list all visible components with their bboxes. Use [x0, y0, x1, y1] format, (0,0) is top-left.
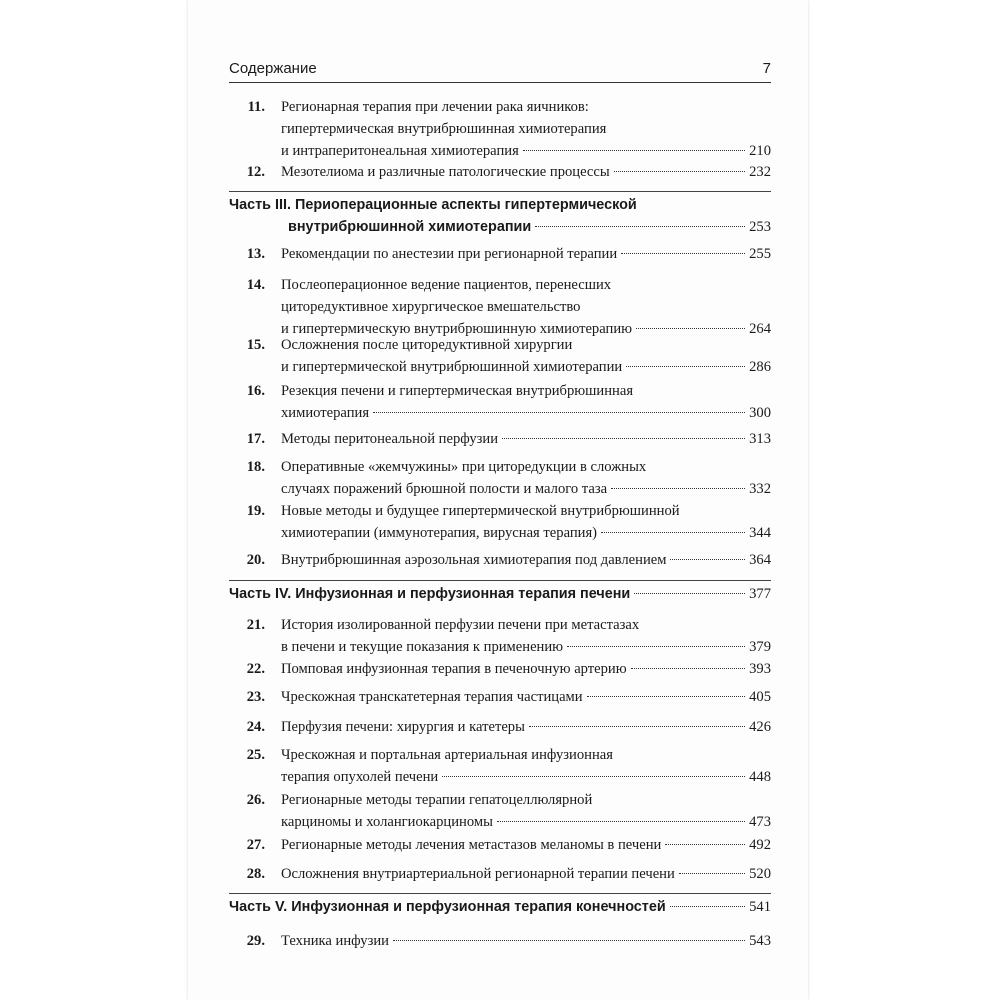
dot-leader	[626, 366, 745, 367]
dot-leader	[567, 646, 745, 647]
entry-page-number: 253	[749, 219, 771, 235]
chapter-number: 12.	[246, 164, 265, 180]
entry-page-number: 448	[749, 769, 771, 785]
chapter-number: 14.	[246, 277, 265, 293]
entry-title-line: карциномы и холангиокарциномы	[281, 814, 493, 830]
dot-leader	[611, 488, 745, 489]
entry-page-number: 473	[749, 814, 771, 830]
entry-page-number: 264	[749, 321, 771, 337]
dot-leader	[587, 696, 746, 697]
entry-title-line: Осложнения после циторедуктивной хирургии	[281, 337, 573, 353]
chapter-number: 26.	[246, 792, 265, 808]
chapter-number: 25.	[246, 747, 265, 763]
chapter-number: 22.	[246, 661, 265, 677]
chapter-number: 29.	[246, 933, 265, 949]
header-title: Содержание	[229, 60, 317, 77]
entry-title-line: Регионарные методы лечения метастазов меланомы в печени	[281, 837, 662, 853]
entry-page-number: 300	[749, 405, 771, 421]
entry-title-line: химиотерапии (иммунотерапия, вирусная терапия)	[281, 525, 598, 541]
entry-page-number: 255	[749, 246, 771, 262]
entry-title-line: и гипертермической внутрибрюшинной химиотерапии	[281, 359, 623, 375]
entry-page-number: 405	[749, 689, 771, 705]
entry-title-line: и гипертермическую внутрибрюшинную химиотерапию	[281, 321, 633, 337]
entry-title-line: и интраперитонеальная химиотерапия	[281, 143, 519, 159]
entry-title-line: Оперативные «жемчужины» при циторедукции в сложных	[281, 459, 647, 475]
chapter-number: 24.	[246, 719, 265, 735]
entry-page-number: 286	[749, 359, 771, 375]
chapter-number: 16.	[246, 383, 265, 399]
chapter-number: 28.	[246, 866, 265, 882]
dot-leader	[634, 593, 745, 594]
chapter-number: 19.	[246, 503, 265, 519]
chapter-number: 17.	[246, 431, 265, 447]
entry-page-number: 520	[749, 866, 771, 882]
chapter-number: 15.	[246, 337, 265, 353]
entry-title-line: Послеоперационное ведение пациентов, перенесших	[281, 277, 612, 293]
dot-leader	[529, 726, 745, 727]
dot-leader	[636, 328, 745, 329]
entry-title-line: Внутрибрюшинная аэрозольная химиотерапия под давлением	[281, 552, 667, 568]
entry-page-number: 377	[749, 586, 771, 602]
entry-title-line: Часть IV. Инфузионная и перфузионная терапия печени	[229, 586, 631, 602]
entry-page-number: 426	[749, 719, 771, 735]
entry-title-line: циторедуктивное хирургическое вмешательство	[281, 299, 581, 315]
entry-title-line: Чрескожная и портальная артериальная инфузионная	[281, 747, 613, 763]
entry-title-line: внутрибрюшинной химиотерапии	[288, 219, 532, 235]
dot-leader	[373, 412, 745, 413]
entry-page-number: 379	[749, 639, 771, 655]
entry-title-line: Регионарные методы терапии гепатоцеллюлярной	[281, 792, 593, 808]
dot-leader	[442, 776, 745, 777]
entry-page-number: 344	[749, 525, 771, 541]
entry-title-line: Помповая инфузионная терапия в печеночную артерию	[281, 661, 627, 677]
entry-title-line: случаях поражений брюшной полости и малого таза	[281, 481, 608, 497]
dot-leader	[535, 226, 745, 227]
entry-title-line: в печени и текущие показания к применению	[281, 639, 564, 655]
entry-title-line: Методы перитонеальной перфузии	[281, 431, 499, 447]
entry-title-line: Мезотелиома и различные патологические процессы	[281, 164, 610, 180]
entry-page-number: 210	[749, 143, 771, 159]
dot-leader	[670, 559, 745, 560]
entry-page-number: 492	[749, 837, 771, 853]
entry-title-line: Регионарная терапия при лечении рака яичников:	[281, 99, 589, 115]
entry-page-number: 332	[749, 481, 771, 497]
header-page-number: 7	[762, 60, 771, 77]
entry-title-line: Осложнения внутриартериальной регионарной терапии печени	[281, 866, 675, 882]
dot-leader	[665, 844, 745, 845]
dot-leader	[502, 438, 745, 439]
entry-page-number: 393	[749, 661, 771, 677]
entry-page-number: 543	[749, 933, 771, 949]
chapter-number: 11.	[247, 99, 265, 115]
chapter-number: 18.	[246, 459, 265, 475]
entry-title-line: История изолированной перфузии печени при метастазах	[281, 617, 640, 633]
entry-title-line: Часть V. Инфузионная и перфузионная терапия конечностей	[229, 899, 666, 915]
chapter-number: 27.	[246, 837, 265, 853]
entry-title-line: терапия опухолей печени	[281, 769, 439, 785]
part-divider	[229, 191, 771, 192]
dot-leader	[393, 940, 745, 941]
entry-title-line: Часть III. Периоперационные аспекты гипертермической	[229, 197, 637, 213]
dot-leader	[679, 873, 745, 874]
entry-title-line: Техника инфузии	[281, 933, 389, 949]
dot-leader	[631, 668, 745, 669]
dot-leader	[497, 821, 745, 822]
dot-leader	[601, 532, 745, 533]
chapter-number: 13.	[246, 246, 265, 262]
entry-title-line: Рекомендации по анестезии при регионарной терапии	[281, 246, 618, 262]
dot-leader	[621, 253, 745, 254]
dot-leader	[670, 906, 745, 907]
chapter-number: 21.	[246, 617, 265, 633]
entry-page-number: 313	[749, 431, 771, 447]
entry-title-line: Перфузия печени: хирургия и катетеры	[281, 719, 525, 735]
entry-page-number: 232	[749, 164, 771, 180]
dot-leader	[614, 171, 745, 172]
entry-page-number: 541	[749, 899, 771, 915]
part-divider	[229, 580, 771, 581]
entry-title-line: Чрескожная транскатетерная терапия частицами	[281, 689, 583, 705]
entry-title-line: гипертермическая внутрибрюшинная химиотерапия	[281, 121, 607, 137]
chapter-number: 23.	[246, 689, 265, 705]
entry-page-number: 364	[749, 552, 771, 568]
dot-leader	[523, 150, 745, 151]
entry-title-line: химиотерапия	[281, 405, 370, 421]
part-divider	[229, 893, 771, 894]
chapter-number: 20.	[246, 552, 265, 568]
entry-title-line: Резекция печени и гипертермическая внутрибрюшинная	[281, 383, 634, 399]
entry-title-line: Новые методы и будущее гипертермической внутрибрюшинной	[281, 503, 680, 519]
